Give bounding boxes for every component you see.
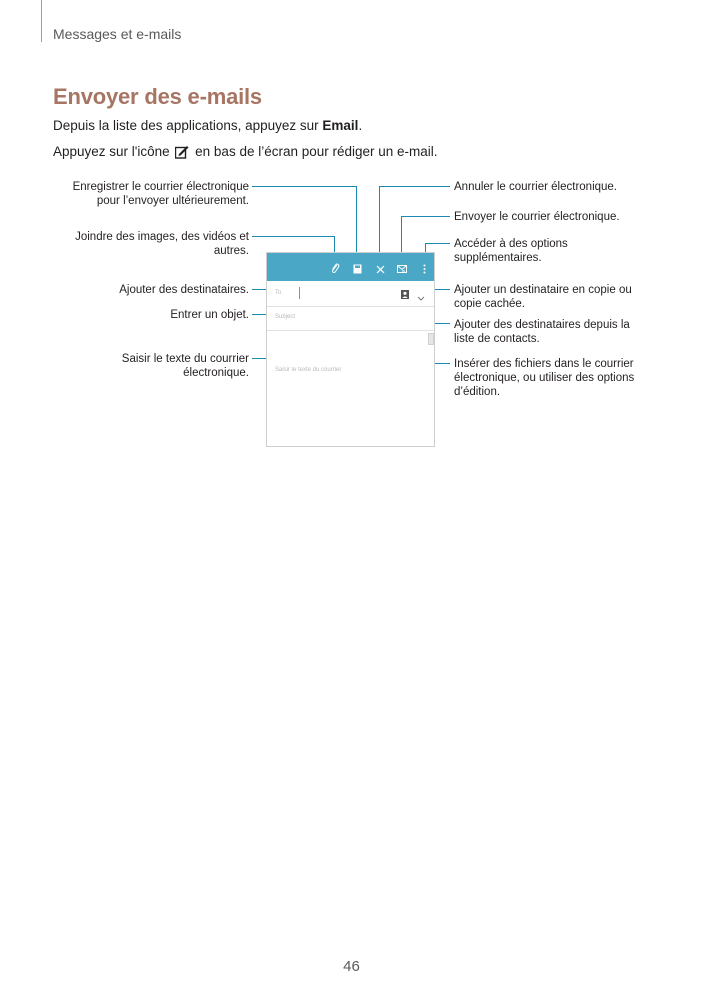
callout-save: Enregistrer le courrier électronique pour l’envoyer ultérieurement. [72, 181, 249, 207]
callout-insert: Insérer des fichiers dans le courrier électronique, ou utiliser des options d’édition. [454, 358, 635, 398]
leader-cancel [380, 187, 451, 261]
text-cursor [299, 287, 300, 299]
chevron-down-icon[interactable] [417, 288, 425, 306]
save-draft-icon[interactable] [353, 261, 362, 279]
page-number: 46 [343, 958, 360, 975]
body-field[interactable]: Saisir le texte du courrier [275, 367, 342, 373]
callout-cc-bcc: Ajouter un destinataire en copie ou copie cachée. [454, 284, 632, 310]
compose-action-bar [267, 253, 434, 281]
page-title: Envoyer des e-mails [53, 84, 262, 109]
callout-more-options: Accéder à des options supplémentaires. [454, 238, 568, 264]
callout-recipients: Ajouter des destinataires. [119, 284, 249, 296]
email-compose-screenshot [266, 252, 435, 447]
more-options-icon[interactable] [423, 261, 426, 279]
subject-placeholder: Subject [275, 314, 296, 320]
to-field[interactable] [267, 281, 434, 307]
subject-field[interactable] [267, 306, 434, 331]
email-app-name: Email [322, 118, 359, 133]
callout-contacts: Ajouter des destinataires depuis la liste de contacts. [454, 319, 630, 345]
callout-cancel: Annuler le courrier électronique. [454, 181, 618, 193]
callout-send: Envoyer le courrier électronique. [454, 211, 620, 223]
section-header: Messages et e-mails [53, 26, 182, 42]
contact-icon[interactable] [401, 286, 409, 304]
callout-body: Saisir le texte du courrier électronique. [121, 353, 249, 379]
close-icon[interactable] [376, 261, 385, 279]
intro-line-2: Appuyez sur l'icône en bas de l’écran pour rédiger un e-mail. [53, 144, 438, 162]
intro-line-1: Depuis la liste des applications, appuyez sur Email. [53, 118, 363, 133]
leader-save [252, 187, 357, 261]
send-icon[interactable] [397, 261, 407, 279]
editing-options-tab[interactable] [428, 333, 434, 345]
to-placeholder: To [275, 290, 282, 296]
paperclip-icon[interactable] [330, 261, 340, 279]
callout-subject: Entrer un objet. [170, 309, 249, 321]
callout-attach: Joindre des images, des vidéos et autres. [75, 231, 249, 257]
leader-insert [433, 341, 451, 364]
